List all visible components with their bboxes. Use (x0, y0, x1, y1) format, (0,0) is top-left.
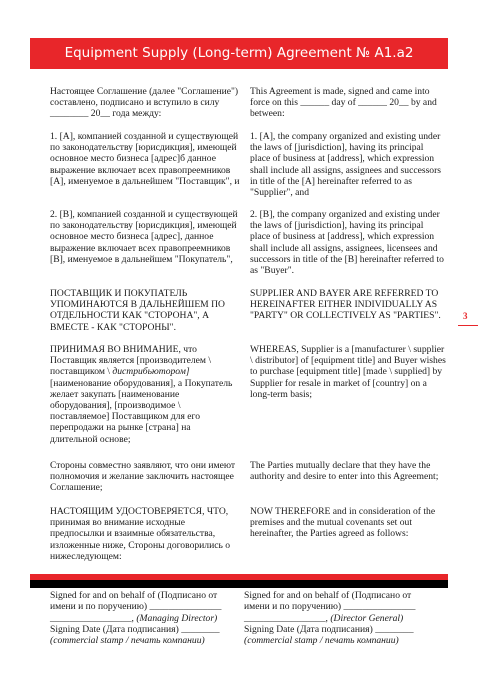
ru-whereas-italic: дистрибьютором] (112, 366, 190, 378)
signature-title-line (244, 613, 444, 624)
page-number: 3 (463, 311, 468, 321)
signature-line: имени и по поручению) _______________ (50, 601, 222, 613)
en-now-therefore-clause: NOW THEREFORE and in consideration of the premises and the mutual covenants set out hereinafter, the Parties agreed as follows: (250, 506, 436, 540)
en-intro: This Agreement is made, signed and came into force on this ______ day of ______ 20__ by and between: (250, 86, 437, 120)
en-whereas-clause: WHEREAS, Supplier is a [manufacturer \ supplier \ distributor] of [equipment title] and Buyer wishes to purchase [equipment title] [made \ supplied] by Supplier for resale in market of [country] on a long-term basis; (250, 344, 446, 400)
signature-block-supplier (50, 590, 240, 646)
signature-label: Signed for and on behalf of (Подписано от (244, 590, 412, 601)
signing-date: Signing Date (Дата подписания) ________ (244, 623, 414, 635)
en-authority-clause: The Parties mutually declare that they have the authority and desire to enter into this Agreement; (250, 460, 439, 483)
signatory-title: (Director General) (330, 612, 404, 624)
signature-label: Signed for and on behalf of (Подписано от (50, 590, 218, 601)
signature-name-blank: _________________, (244, 612, 331, 624)
ru-whereas-clause (50, 344, 240, 445)
stamp-note: (commercial stamp / печать компании) (244, 635, 399, 647)
signature-line: имени и по поручению) _______________ (244, 601, 416, 613)
ru-authority-clause: Стороны совместно заявляют, что они имеют полномочия и желание заключить настоящее Соглашение; (50, 460, 236, 494)
ru-intro: Настоящее Соглашение (далее "Соглашение") составлено, подписано и вступило в силу ________ 20__ года между: (50, 86, 239, 120)
signing-date: Signing Date (Дата подписания) ________ (50, 623, 220, 635)
signature-title-line (50, 613, 240, 624)
ru-party-b-clause: 2. [B], компанией созданной и существующей по законодательству [юрисдикция], имеющей основное место бизнеса [адрес], данное выражение включает всех правопреемников [B], именуемое в дальнейшем "Покупатель", (50, 209, 238, 265)
ru-now-therefore-clause: НАСТОЯЩИМ УДОСТОВЕРЯЕТСЯ, ЧТО, принимая во внимание исходные предпосылки и взаимные обязательства, изложенные ниже, Стороны договорились о нижеследующем: (50, 506, 231, 562)
footer-divider-black (30, 580, 448, 588)
page-number-underline (458, 325, 478, 326)
en-party-a-clause: 1. [A], the company organized and existing under the laws of [jurisdiction], having its principal place of business at [address], which expression shall include all assigns, assignees and successors in title of the [A] hereinafter referred to as "Supplier", and (250, 131, 442, 199)
signature-name-blank: _________________, (50, 612, 137, 624)
en-party-b-clause: 2. [B], the company organized and existing under the laws of [jurisdiction], having its principal place of business at [address], which expression shall include all assigns, assignees, licensees and successors in title of the [B] hereinafter referred to as "Buyer". (250, 209, 444, 277)
stamp-note: (commercial stamp / печать компании) (50, 635, 205, 647)
ru-parties-definition: ПОСТАВЩИК И ПОКУПАТЕЛЬ УПОМИНАЮТСЯ В ДАЛЬНЕЙШЕМ ПО ОТДЕЛЬНОСТИ КАК "СТОРОНА", А ВМЕСТЕ - КАК "СТОРОНЫ". (50, 288, 225, 333)
ru-party-a-clause: 1. [A], компанией созданной и существующей по законодательству [юрисдикция], имеющей основное место бизнеса [адрес]б данное выражение включает всех правопреемников [A], именуемое в дальнейшем "Поставщик", и (50, 131, 240, 187)
signatory-title: (Managing Director) (136, 612, 218, 624)
document-title: Equipment Supply (Long-term) Agreement № A1.a2 (64, 45, 414, 61)
ru-whereas-part-1: ПРИНИМАЯ ВО ВНИМАНИЕ, что Поставщик является [производителем \ поставщиком \ (50, 344, 212, 378)
document-title-banner (30, 38, 448, 69)
en-parties-definition: SUPPLIER AND BAYER ARE REFERRED TO HEREINAFTER EITHER INDIVIDUALLY AS "PARTY" OR COLLECTIVELY AS "PARTIES". (250, 288, 441, 322)
ru-whereas-part-2: [наименование оборудования], а Покупатель желает закупать [наименование оборудования], [производимое \ поставляемое] Поставщиком для его перепродажи на рынке [страна] на длительной основе; (50, 377, 233, 445)
signature-block-buyer (244, 590, 444, 646)
